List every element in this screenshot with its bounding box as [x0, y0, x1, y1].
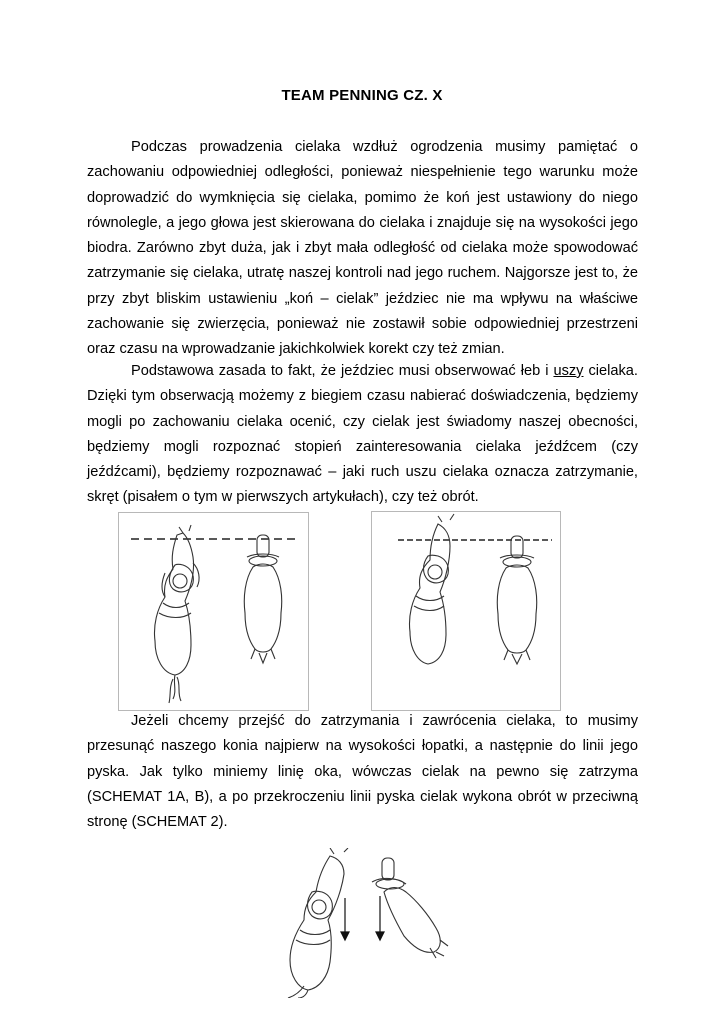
horse-with-rider-icon [154, 525, 199, 703]
paragraph-3-text: Jeżeli chcemy przejść do zatrzymania i zawrócenia cielaka, to musimy przesunąć naszego konia najpierw na wysokości łopatki, a następnie do linii jego pyska. Jak tylko miniemy linię oka, wówczas cielak na pewno się zatrzyma (SCHEMAT 1A, B), a po przekroczeniu linii pyska cielak wykona obrót w przeciwną stronę (SCHEMAT 2). [87, 713, 638, 831]
paragraph-2-underlined: uszy [553, 363, 584, 379]
schemat-2-figure [264, 848, 460, 998]
schemat-1b-drawing [372, 512, 560, 710]
calf-icon [244, 535, 281, 663]
calf-icon [497, 536, 536, 664]
paragraph-2-part-b: cielaka. Dzięki tym obserwacją możemy z biegiem czasu nabierać doświadczenia, będziemy mogli po zachowaniu cielaka ocenić, czy cielak jest świadomy naszej obecności, będziemy mogli rozpoznać stopień zainteresowania cielaka jeźdźcem (czy jeźdźcami), będziemy rozpoznawać – jaki ruch uszu cielaka oznacza zatrzymanie, skręt (pisałem o tym w pierwszych artykułach), czy też obrót. [87, 363, 638, 506]
page-title: TEAM PENNING CZ. X [281, 87, 443, 104]
schemat-2-drawing [264, 848, 460, 998]
paragraph-3 [87, 709, 638, 835]
down-arrow-icon [376, 896, 384, 940]
paragraph-1-text: Podczas prowadzenia cielaka wzdłuż ogrodzenia musimy pamiętać o zachowaniu odpowiedniej odległości, ponieważ niespełnienie tego warunku może doprowadzić do wymknięcia się cielaka, pomimo że koń jest ustawiony do niego równolegle, a jego głowa jest skierowana do cielaka i znajduje się na wysokości jego biodra. Zarówno zbyt duża, jak i zbyt mała odległość od cielaka może spowodować zatrzymanie się cielaka, utratę naszej kontroli nad jego ruchem. Najgorsze jest to, że przy zbyt bliskim ustawieniu „koń – cielak” jeździec nie ma wpływu na właściwe zachowanie się zwierzęcia, ponieważ nie zostawił sobie odpowiedniej przestrzeni oraz czasu na wprowadzanie jakichkolwiek korekt czy też zmian. [87, 139, 638, 358]
paragraph-1 [87, 135, 638, 363]
paragraph-2-part-a: Podstawowa zasada to fakt, że jeździec musi obserwować łeb i [131, 363, 554, 379]
down-arrow-icon [341, 898, 349, 940]
horse-with-rider-icon [409, 514, 454, 664]
horse-with-rider-icon [288, 848, 348, 998]
schemat-1b-figure [371, 511, 561, 711]
schemat-1a-figure [118, 512, 309, 711]
paragraph-2 [87, 359, 638, 511]
schemat-1a-drawing [119, 513, 308, 710]
turning-calf-icon [372, 858, 448, 958]
paragraph-2-text [87, 359, 638, 511]
